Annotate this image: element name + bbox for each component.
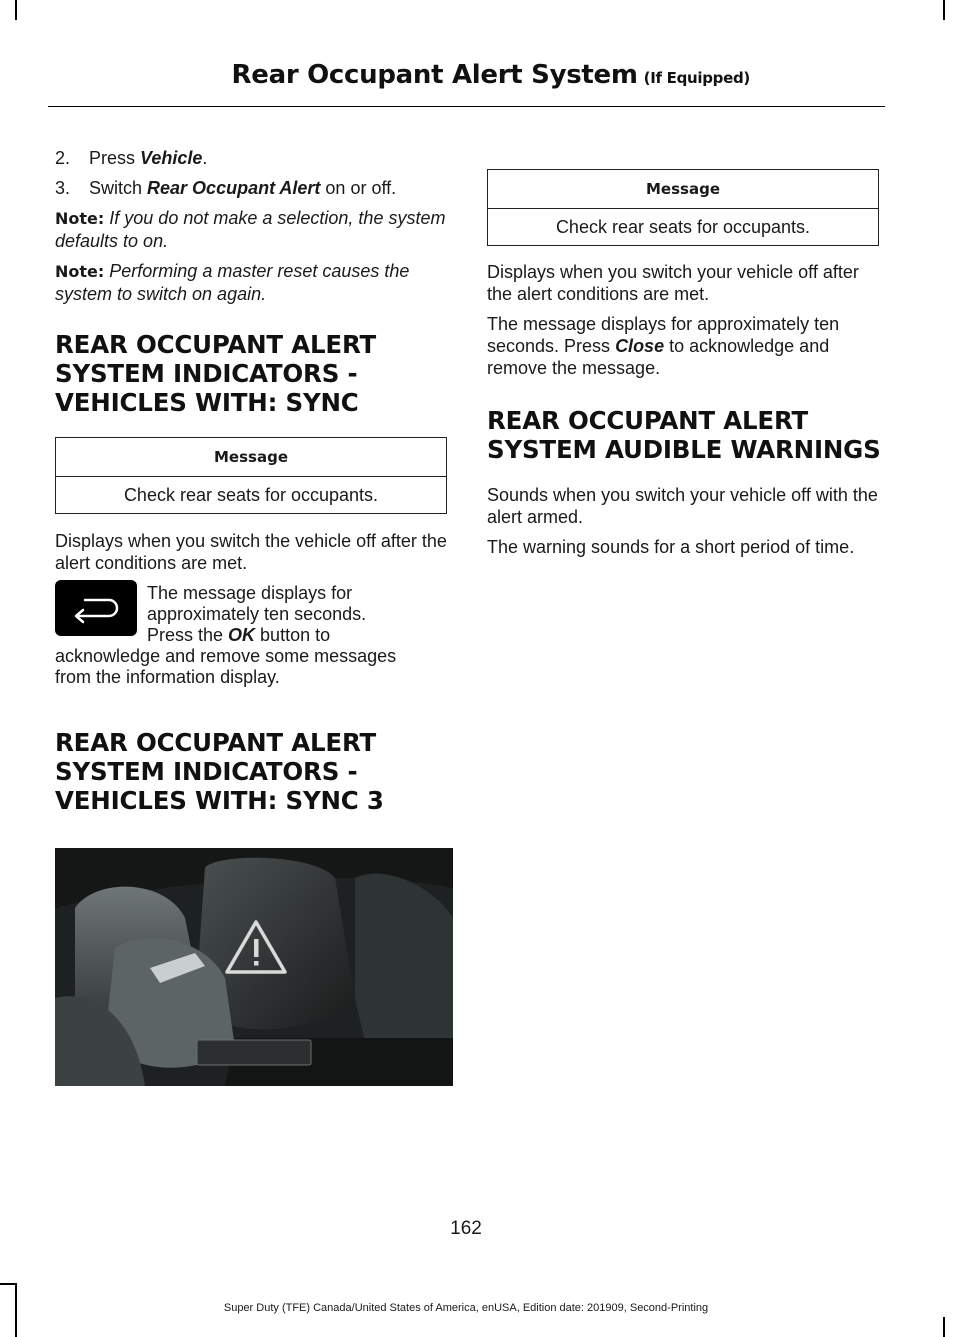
float-line: approximately ten seconds. xyxy=(147,604,367,624)
section-heading-audible xyxy=(487,406,891,464)
table-header: Message xyxy=(488,170,879,209)
heading-line: REAR OCCUPANT ALERT xyxy=(55,330,377,359)
page-number: 162 xyxy=(450,1218,482,1239)
ok-note-float-text xyxy=(147,583,447,646)
step-2 xyxy=(55,147,447,169)
sync3-display-paragraph: Displays when you switch your vehicle off after the alert conditions are met. xyxy=(487,262,859,304)
crop-mark-top-left xyxy=(15,0,17,20)
step-text-end: . xyxy=(202,148,208,168)
heading-line: SYSTEM INDICATORS - xyxy=(55,757,358,786)
step-number: 3. xyxy=(55,178,71,198)
rear-seat-illustration xyxy=(55,848,453,1086)
table-cell: Check rear seats for occupants. xyxy=(56,477,447,514)
note-label: Note: xyxy=(55,209,105,228)
heading-line: VEHICLES WITH: SYNC xyxy=(55,388,359,417)
step-number: 2. xyxy=(55,148,71,168)
float-line xyxy=(147,625,447,646)
note-text: Performing a master reset causes the system to switch on again. xyxy=(55,261,410,304)
float-text-end: button to xyxy=(255,625,331,645)
heading-line: SYSTEM AUDIBLE WARNINGS xyxy=(487,435,881,464)
step-text-end: on or off. xyxy=(320,178,397,198)
table-cell: Check rear seats for occupants. xyxy=(488,209,879,246)
heading-line: SYSTEM INDICATORS - xyxy=(55,359,358,388)
audible-paragraph-1: Sounds when you switch your vehicle off with the alert armed. xyxy=(487,485,878,527)
after-line: acknowledge and remove some messages xyxy=(55,646,397,666)
header-title-text: Rear Occupant Alert System xyxy=(231,60,638,90)
note-1 xyxy=(55,207,447,252)
table-header: Message xyxy=(56,438,447,477)
heading-line: REAR OCCUPANT ALERT xyxy=(487,406,809,435)
close-text-end: to acknowledge and remove the message. xyxy=(487,336,830,378)
note-text: If you do not make a selection, the system defaults to on. xyxy=(55,208,446,251)
ok-label: OK xyxy=(228,625,256,645)
step-text: Press xyxy=(89,148,141,168)
audible-paragraph-2: The warning sounds for a short period of time. xyxy=(487,537,855,557)
crop-mark-bottom-right xyxy=(943,1317,945,1337)
heading-line: REAR OCCUPANT ALERT xyxy=(55,728,377,757)
message-table-sync3 xyxy=(487,169,879,246)
page-header-title xyxy=(232,60,750,90)
step-emphasis: Vehicle xyxy=(140,148,203,168)
step-text: Switch xyxy=(89,178,148,198)
after-line: from the information display. xyxy=(55,667,280,687)
section-heading-sync xyxy=(55,330,447,417)
header-title-suffix: (If Equipped) xyxy=(643,69,750,87)
step-3 xyxy=(55,177,447,199)
note-label: Note: xyxy=(55,262,105,281)
step-emphasis: Rear Occupant Alert xyxy=(147,178,321,198)
heading-line: VEHICLES WITH: SYNC 3 xyxy=(55,786,384,815)
ok-note-continued xyxy=(55,646,455,688)
close-label: Close xyxy=(615,336,665,356)
close-paragraph xyxy=(487,313,879,379)
sync-display-paragraph: Displays when you switch the vehicle off after the alert conditions are met. xyxy=(55,531,447,573)
return-arrow-icon xyxy=(55,580,137,636)
float-line: The message displays for xyxy=(147,583,353,603)
message-table-sync xyxy=(55,437,447,514)
close-text: The message displays for approximately ten seconds. Press xyxy=(487,314,840,356)
note-2 xyxy=(55,260,447,305)
float-text: Press the xyxy=(147,625,229,645)
ok-button-note xyxy=(55,580,447,690)
header-rule xyxy=(48,106,885,107)
crop-mark-bottom-left-h xyxy=(0,1283,17,1285)
rear-seat-photo xyxy=(55,848,453,1086)
page-footer: Super Duty (TFE) Canada/United States of America, enUSA, Edition date: 201909, Second-Printing xyxy=(223,1302,709,1314)
section-heading-sync3 xyxy=(55,728,447,815)
crop-mark-top-right xyxy=(943,0,945,20)
